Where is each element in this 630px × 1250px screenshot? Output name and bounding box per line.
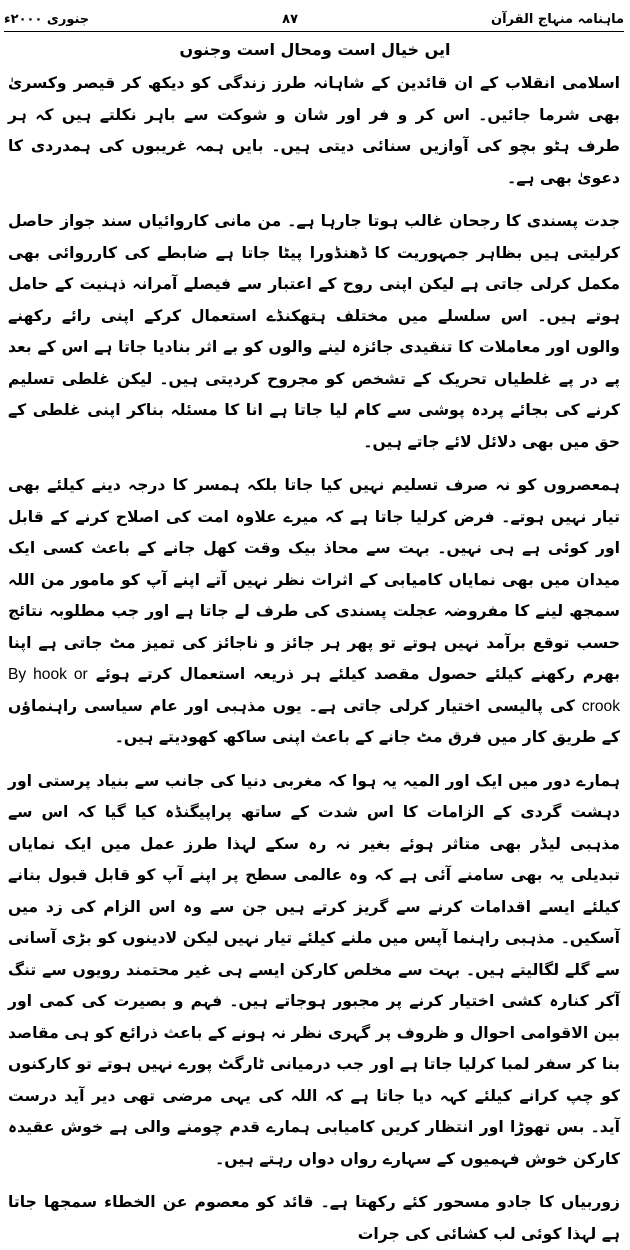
section-title: ایں خیال است ومحال است وجنوں: [179, 40, 451, 59]
running-header: [4, 8, 624, 30]
paragraph-text: ہمعصروں کو نہ صرف تسلیم نہیں کیا جاتا بلکہ ہمسر کا درجہ دینے کیلئے بھی تیار نہیں ہوتے۔ فرض کرلیا جاتا ہے کہ میرے علاوہ امت کی اصلاح کرنے کے قابل اور کوئی ہے ہی نہیں۔ بہت سے محاذ بیک وقت کھل جانے کے باعث کسی ایک میدان میں بھی نمایاں کامیابی کے اثرات نظر نہیں آتے اپنے آپ کو مامور من اللہ سمجھ لینے کا مفروضہ عجلت پسندی کی طرف لے جاتا ہے اور جب مطلوبہ نتائج حسب توقع برآمد نہیں ہوتے تو پھر ہر جائز و ناجائز کی تمیز مٹ جاتی ہے اپنا بھرم رکھنے کیلئے حصول مقصد کیلئے ہر ذریعہ استعمال کرتے ہوئے: [8, 476, 621, 683]
paragraph: [8, 470, 620, 754]
paragraph: زوربیاں کا جادو مسحور کئے رکھتا ہے۔ قائد کو معصوم عن الخطاء سمجھا جاتا ہے لہذا کوئی لب کشائی کی جرات: [8, 1193, 620, 1243]
article-body: [8, 68, 621, 1243]
english-phrase: By hook or crook: [8, 666, 620, 715]
paragraph: ہمارے دور میں ایک اور المیہ یہ ہوا کہ مغربی دنیا کی جانب سے بنیاد پرستی اور دہشت گردی کے الزامات کا اس شدت کے ساتھ پراپیگنڈہ کیا گیا کہ اس سے مذہبی لیڈر بھی متاثر ہوئے بغیر نہ رہ سکے لہذا طرز عمل میں ایک نمایاں تبدیلی یہ بھی سامنے آئی ہے کہ وہ عالمی سطح پر اپنے آپ کو قابل قبول بنانے کیلئے ایسے اقدامات کرنے سے گریز کرتے ہیں جن سے وہ اس الزام کی زد میں آسکیں۔ مذہبی راہنما آپس میں ملنے کیلئے تیار نہیں لیکن لادینوں کو بڑی آسانی سے گلے لگالیتے ہیں۔ بہت سے مخلص کارکن ایسے ہی غیر محتمند رویوں سے تنگ آکر کنارہ کشی اختیار کرنے پر مجبور ہوجاتے ہیں۔ فہم و بصیرت کی کمی اور بین الاقوامی احوال و ظروف پر گہری نظر نہ ہونے کے باعث ذرائع کو ہی مقاصد بنا کر سفر لمبا کرلیا جاتا ہے اور جب درمیانی ٹارگٹ پورے نہیں ہوتے تو کارکنوں کو چپ کرانے کیلئے کہہ دیا جاتا ہے کہ اللہ کی یہی مرضی تھی دیر آید درست آید۔ بس تھوڑا اور انتظار کریں کامیابی ہمارے قدم چومنے والی ہے خوش عقیدہ کارکن خوش فہمیوں کے سہارے رواں دواں رہتے ہیں۔: [8, 771, 620, 1168]
paragraph: جدت پسندی کا رجحان غالب ہوتا جارہا ہے۔ من مانی کاروائیاں سند جواز حاصل کرلیتی ہیں بظاہر جمہوریت کا ڈھنڈورا پیٹا جاتا ہے ضابطے کی کارروائی بھی مکمل کرلی جاتی ہے لیکن اپنی روح کے اعتبار سے فیصلے آمرانہ ذہنیت کے حامل ہوتے ہیں۔ اس سلسلے میں مختلف ہتھکنڈے استعمال کرکے اپنی رائے رکھنے والوں اور معاملات کا تنقیدی جائزہ لینے والوں کو بے اثر بنادیا جاتا ہے اس کے بعد پے در پے غلطیاں تحریک کے تشخص کو مجروح کردیتی ہیں۔ لیکن غلطی تسلیم کرنے کی بجائے پردہ پوشی سے کام لیا جاتا ہے انا کا مسئلہ بناکر اپنی غلطی کے حق میں بھی دلائل لائے جاتے ہیں۔: [8, 212, 620, 451]
magazine-name: ماہنامہ منہاج القرآن: [490, 11, 624, 27]
issue-date: جنوری ۲۰۰۰ء: [4, 11, 90, 27]
page-number: ۸۷: [282, 11, 299, 27]
paragraph: اسلامی انقلاب کے ان قائدین کے شاہانہ طرز زندگی کو دیکھ کر قیصر وکسریٰ بھی شرما جائیں۔ اس کر و فر اور شان و شوکت سے باہر نکلتے ہیں کہ ہر طرف ہٹو بچو کی آوازیں سنائی دیتی ہیں۔ بایں ہمہ غریبوں کی ہمدردی کا دعویٰ بھی ہے۔: [8, 74, 620, 187]
paragraph-text: کی پالیسی اختیار کرلی جاتی ہے۔ یوں مذہبی اور عام سیاسی راہنماؤں کے طریق کار میں فرق مٹ جانے کے باعث اپنی ساکھ کھودیتے ہیں۔: [8, 696, 620, 746]
header-rule: [4, 31, 624, 32]
